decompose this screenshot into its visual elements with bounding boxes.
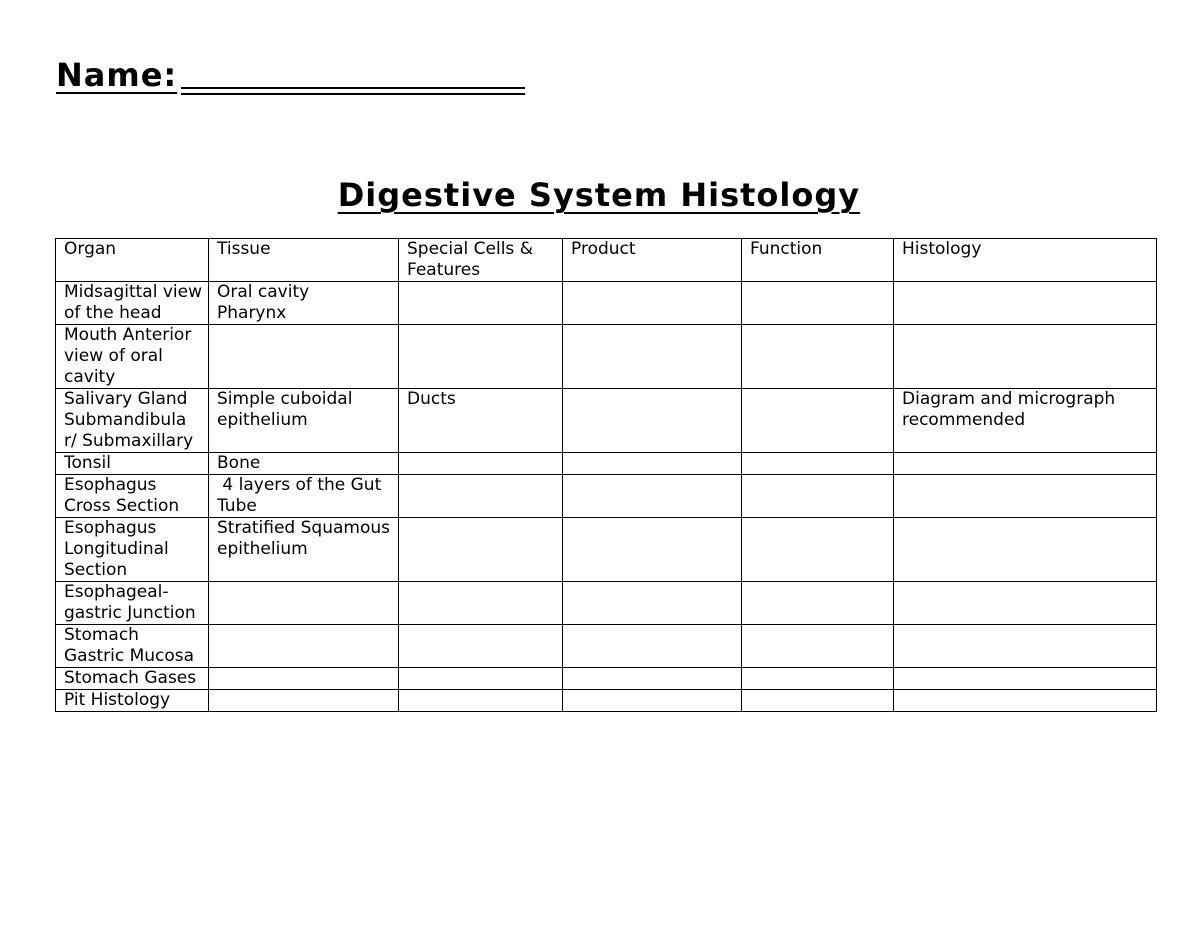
cell-tissue: [209, 690, 399, 712]
name-label: Name:: [56, 56, 178, 94]
cell-special-cells: [399, 325, 563, 389]
cell-tissue: Stratified Squamous epithelium: [209, 518, 399, 582]
cell-product: [563, 582, 742, 625]
cell-special-cells: Ducts: [399, 389, 563, 453]
cell-special-cells: [399, 453, 563, 475]
cell-histology: [894, 282, 1157, 325]
cell-organ: Salivary Gland Submandibula r/ Submaxillary: [56, 389, 209, 453]
cell-histology: [894, 475, 1157, 518]
cell-organ: Esophagus Longitudinal Section: [56, 518, 209, 582]
header-organ: Organ: [56, 239, 209, 282]
table-row: [56, 690, 1157, 712]
cell-organ: Pit Histology: [56, 690, 209, 712]
cell-tissue: Oral cavity Pharynx: [209, 282, 399, 325]
cell-function: [742, 690, 894, 712]
header-special-cells: Special Cells & Features: [399, 239, 563, 282]
cell-histology: [894, 325, 1157, 389]
cell-special-cells: [399, 690, 563, 712]
table-row: [56, 282, 1157, 325]
cell-special-cells: [399, 518, 563, 582]
cell-histology: [894, 582, 1157, 625]
cell-product: [563, 668, 742, 690]
cell-product: [563, 389, 742, 453]
cell-function: [742, 475, 894, 518]
cell-organ: Midsagittal view of the head: [56, 282, 209, 325]
table-row: [56, 453, 1157, 475]
cell-product: [563, 690, 742, 712]
header-product: Product: [563, 239, 742, 282]
histology-table: [55, 238, 1157, 712]
cell-special-cells: [399, 282, 563, 325]
table-row: [56, 475, 1157, 518]
cell-organ: Mouth Anterior view of oral cavity: [56, 325, 209, 389]
cell-product: [563, 453, 742, 475]
cell-tissue: [209, 625, 399, 668]
cell-product: [563, 518, 742, 582]
cell-function: [742, 282, 894, 325]
cell-special-cells: [399, 475, 563, 518]
cell-tissue: [209, 582, 399, 625]
cell-special-cells: [399, 582, 563, 625]
cell-organ: Tonsil: [56, 453, 209, 475]
header-tissue: Tissue: [209, 239, 399, 282]
cell-histology: [894, 518, 1157, 582]
name-field: [56, 56, 525, 95]
table-row: [56, 625, 1157, 668]
cell-special-cells: [399, 668, 563, 690]
cell-product: [563, 282, 742, 325]
cell-product: [563, 325, 742, 389]
cell-tissue: [209, 325, 399, 389]
cell-function: [742, 389, 894, 453]
table-row: [56, 325, 1157, 389]
cell-function: [742, 582, 894, 625]
cell-function: [742, 625, 894, 668]
table-header-row: [56, 239, 1157, 282]
table-row: [56, 582, 1157, 625]
cell-organ: Stomach Gases: [56, 668, 209, 690]
table-row: [56, 668, 1157, 690]
cell-function: [742, 518, 894, 582]
cell-organ: Esophageal-gastric Junction: [56, 582, 209, 625]
page-title-text: Digestive System Histology: [337, 176, 861, 214]
cell-special-cells: [399, 625, 563, 668]
cell-organ: Stomach Gastric Mucosa: [56, 625, 209, 668]
header-function: Function: [742, 239, 894, 282]
cell-function: [742, 668, 894, 690]
cell-tissue: Bone: [209, 453, 399, 475]
table-row: [56, 389, 1157, 453]
table-row: [56, 518, 1157, 582]
cell-tissue: [209, 668, 399, 690]
cell-histology: [894, 453, 1157, 475]
name-blank-line: [181, 87, 525, 95]
cell-histology: [894, 690, 1157, 712]
cell-tissue: Simple cuboidal epithelium: [209, 389, 399, 453]
cell-organ: Esophagus Cross Section: [56, 475, 209, 518]
page-title: [0, 176, 1200, 214]
cell-function: [742, 325, 894, 389]
cell-histology: Diagram and micrograph recommended: [894, 389, 1157, 453]
cell-tissue: 4 layers of the Gut Tube: [209, 475, 399, 518]
cell-function: [742, 453, 894, 475]
cell-histology: [894, 668, 1157, 690]
cell-product: [563, 625, 742, 668]
header-histology: Histology: [894, 239, 1157, 282]
cell-histology: [894, 625, 1157, 668]
cell-product: [563, 475, 742, 518]
